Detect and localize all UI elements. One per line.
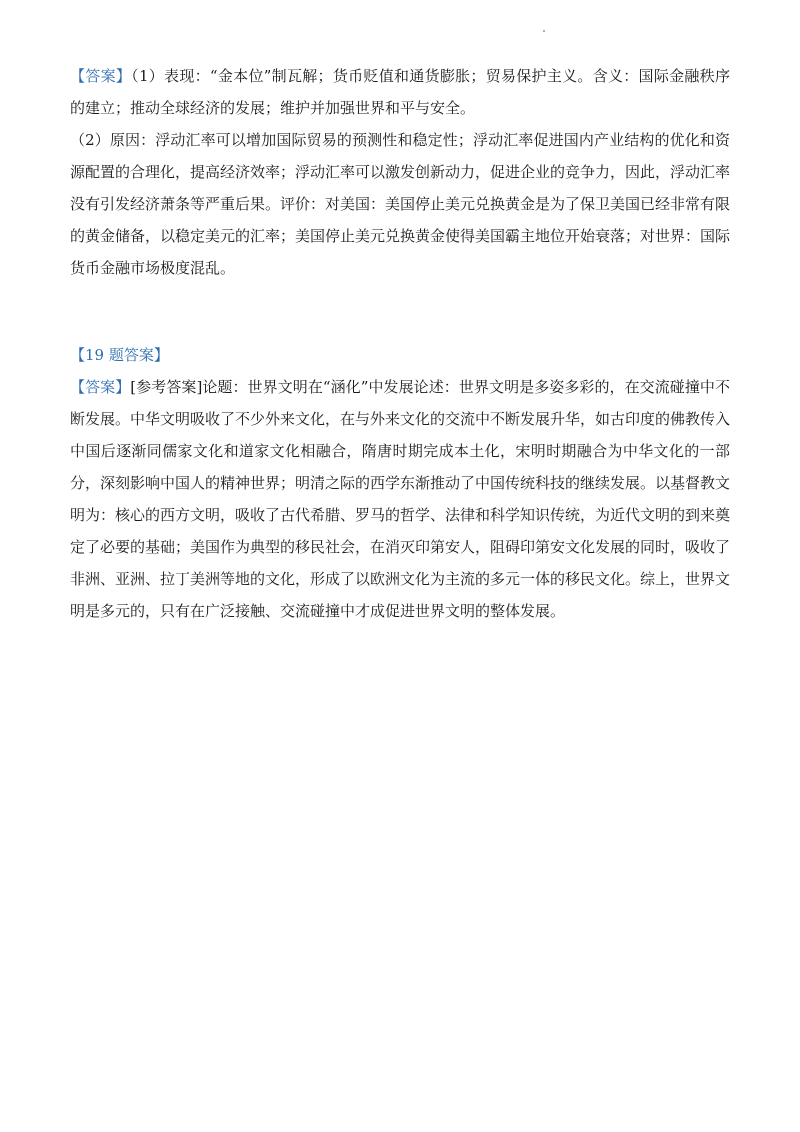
document-page	[70, 60, 730, 627]
section-heading: 【19 题答案】	[70, 346, 169, 364]
answer-paragraph-3	[70, 371, 730, 627]
answer-tag: 【答案】	[70, 378, 131, 396]
answer-text-3: [参考答案]论题：世界文明在“涵化”中发展论述：世界文明是多姿多彩的，在交流碰撞中不断发展。中华文明吸收了不少外来文化，在与外来文化的交流中不断发展升华，如古印度的佛教传入中国后逐渐同儒家文化和道家文化相融合，隋唐时期完成本土化，宋明时期融合为中华文化的一部分，深刻影响中国人的精神世界；明清之际的西学东渐推动了中国传统科技的继续发展。以基督教文明为：核心的西方文明，吸收了古代希腊、罗马的哲学、法律和科学知识传统，为近代文明的到来奠定了必要的基础；美国作为典型的移民社会，在消灭印第安人，阻碍印第安文化发展的同时，吸收了非洲、亚洲、拉丁美洲等地的文化，形成了以欧洲文化为主流的多元一体的移民文化。综上，世界文明是多元的，只有在广泛接触、交流碰撞中才成促进世界文明的整体发展。	[70, 378, 731, 620]
answer-section-19	[70, 339, 730, 627]
answer-section-18	[70, 60, 730, 284]
answer-tag: 【答案】	[70, 67, 132, 85]
answer-paragraph-2: （2）原因：浮动汇率可以增加国际贸易的预测性和稳定性；浮动汇率促进国内产业结构的优化和资源配置的合理化，提高经济效率；浮动汇率可以激发创新动力，促进企业的竞争力，因此，浮动汇率没有引发经济萧条等严重后果。评价：对美国：美国停止美元兑换黄金是为了保卫美国已经非常有限的黄金储备，以稳定美元的汇率；美国停止美元兑换黄金使得美国霸主地位开始衰落；对世界：国际货币金融市场极度混乱。	[70, 131, 731, 277]
scan-dot	[543, 30, 545, 32]
answer-paragraph-1	[70, 60, 730, 124]
answer-text-1: （1）表现：“金本位”制瓦解；货币贬值和通货膨胀；贸易保护主义。含义：国际金融秩序的建立；推动全球经济的发展；维护并加强世界和平与安全。	[70, 67, 730, 117]
